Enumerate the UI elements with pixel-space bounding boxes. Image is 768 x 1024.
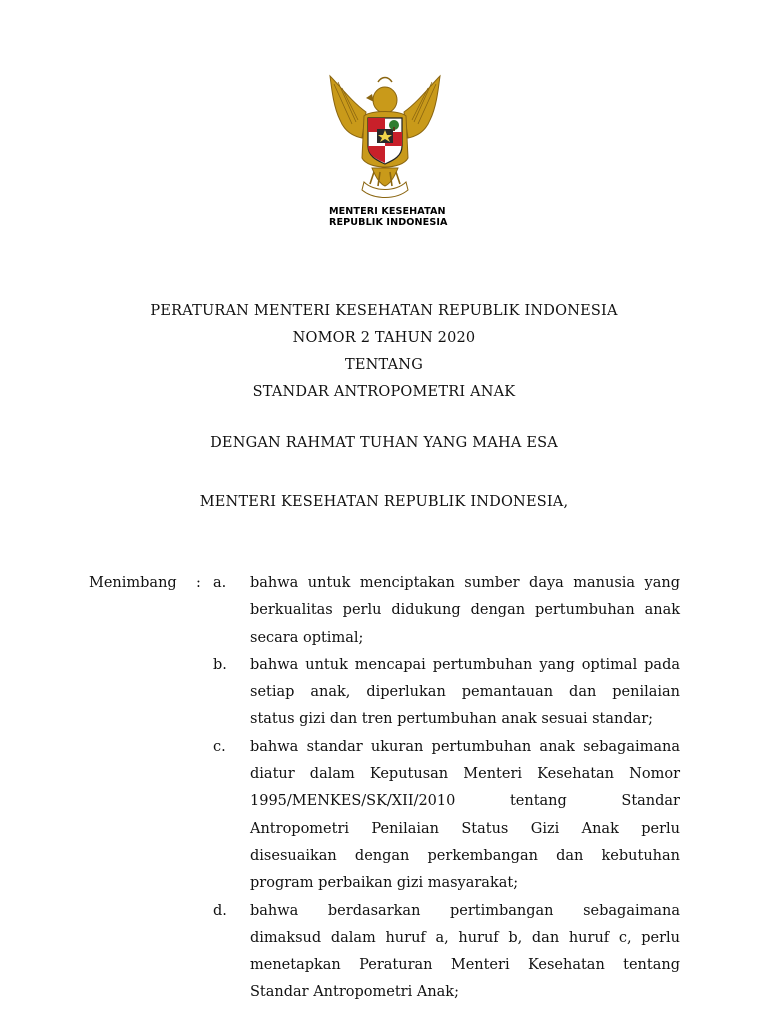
- invocation-text: DENGAN RAHMAT TUHAN YANG MAHA ESA: [210, 435, 558, 451]
- list-item: [0, 570, 768, 652]
- institution-line-2: REPUBLIK INDONESIA: [329, 216, 448, 228]
- item-line: diatur dalam Keputusan Menteri Kesehatan Nomor: [250, 766, 680, 783]
- considering-label: Menimbang: [89, 575, 177, 591]
- title-line-4: STANDAR ANTROPOMETRI ANAK: [252, 384, 516, 400]
- title-line-3: TENTANG: [345, 357, 423, 373]
- item-line: program perbaikan gizi masyarakat;: [250, 875, 519, 892]
- invocation: [0, 430, 768, 457]
- item-line: setiap anak, diperlukan pemantauan dan penilaian: [250, 684, 680, 701]
- minister-text: MENTERI KESEHATAN REPUBLIK INDONESIA,: [199, 494, 569, 510]
- regulation-title: [0, 298, 768, 406]
- item-letter: a.: [213, 575, 227, 591]
- item-line: dimaksud dalam huruf a, huruf b, dan huruf c, perlu: [250, 929, 680, 946]
- item-line: Antropometri Penilaian Status Gizi Anak perlu: [250, 820, 680, 837]
- item-line: 1995/MENKES/SK/XII/2010 tentang Standar: [250, 793, 680, 810]
- item-text: [250, 898, 680, 1007]
- item-line: status gizi dan tren pertumbuhan anak sesuai standar;: [250, 711, 654, 728]
- item-line: bahwa standar ukuran pertumbuhan anak sebagaimana: [250, 738, 680, 755]
- item-line: bahwa untuk menciptakan sumber daya manusia yang: [250, 575, 680, 591]
- minister-heading: [0, 489, 768, 516]
- institution-line-1: MENTERI KESEHATAN: [329, 206, 446, 217]
- title-line-1: PERATURAN MENTERI KESEHATAN REPUBLIK INDONESIA: [150, 303, 618, 319]
- item-text: [250, 734, 680, 898]
- item-letter: d.: [213, 902, 227, 919]
- list-item: [0, 734, 768, 898]
- item-line: menetapkan Peraturan Menteri Kesehatan tentang: [250, 957, 680, 974]
- considering-colon: :: [196, 575, 201, 591]
- item-line: bahwa untuk mencapai pertumbuhan yang optimal pada: [250, 656, 680, 673]
- item-line: disesuaikan dengan perkembangan dan kebutuhan: [250, 847, 680, 864]
- list-item: [0, 652, 768, 734]
- garuda-pancasila-emblem-icon: [322, 72, 448, 204]
- item-text: [250, 570, 680, 652]
- item-line: secara optimal;: [250, 629, 364, 646]
- item-line: Standar Antropometri Anak;: [250, 984, 459, 1001]
- item-letter: c.: [213, 738, 226, 755]
- list-item: [0, 898, 768, 1007]
- considering-list: [0, 570, 768, 1007]
- item-letter: b.: [213, 656, 227, 673]
- item-line: bahwa berdasarkan pertimbangan sebagaimana: [250, 902, 680, 919]
- title-line-2: NOMOR 2 TAHUN 2020: [292, 330, 476, 346]
- institution-label: [329, 207, 448, 228]
- item-line: berkualitas perlu didukung dengan pertumbuhan anak: [250, 602, 680, 619]
- item-text: [250, 652, 680, 734]
